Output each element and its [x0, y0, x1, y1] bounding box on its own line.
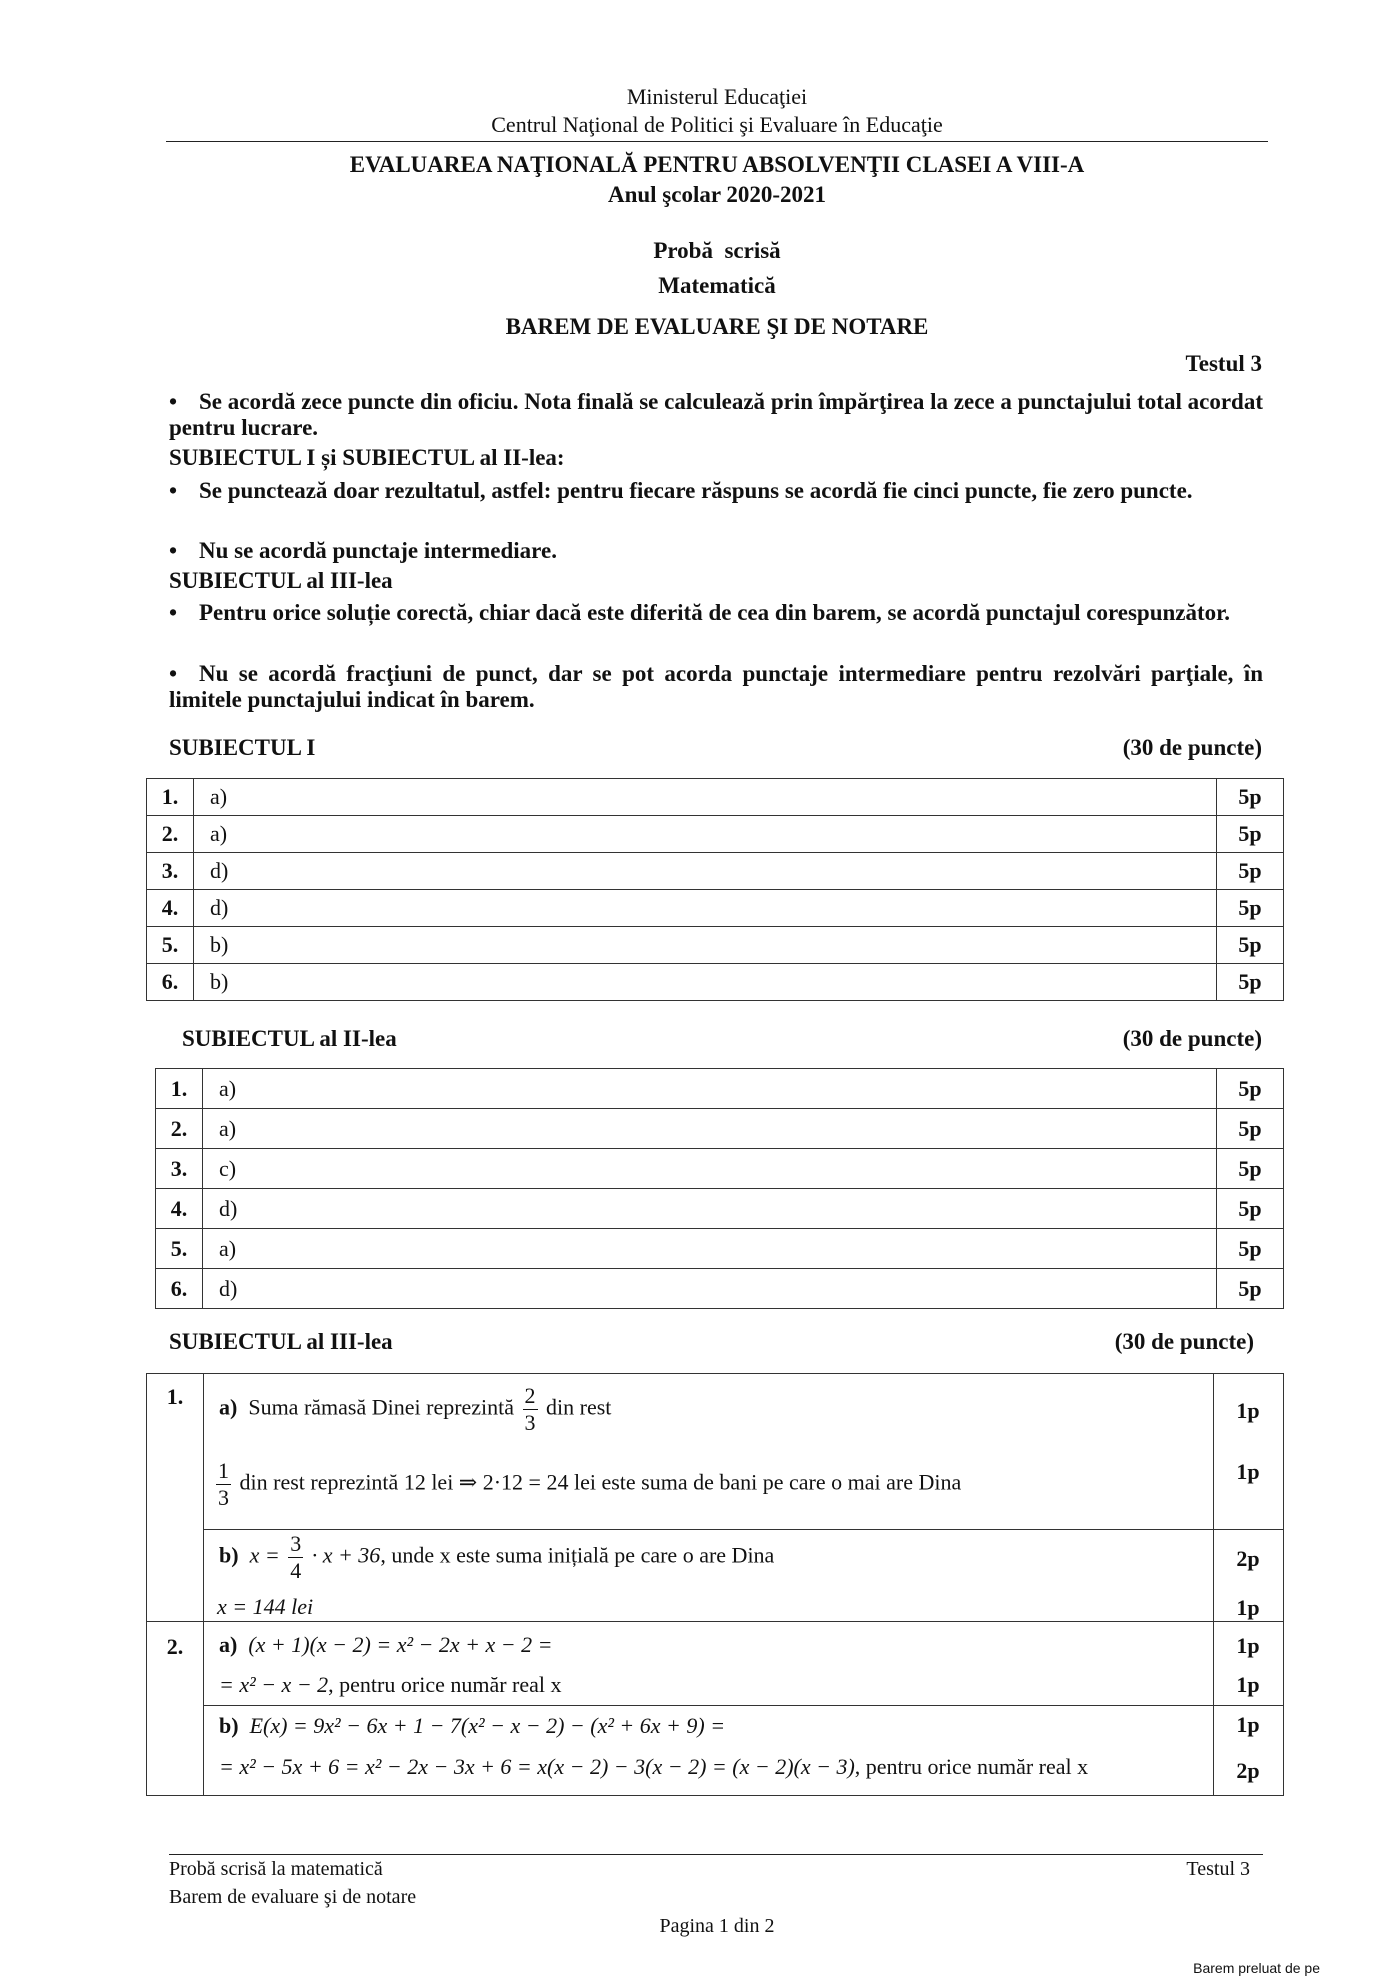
subject-2-points: (30 de puncte) — [1122, 1026, 1262, 1051]
subject-2-table — [155, 1068, 1284, 1309]
subject-3-title: SUBIECTUL al III-lea — [169, 1329, 393, 1354]
table-row — [147, 853, 1284, 890]
points-value: 5p — [1217, 853, 1284, 890]
points-value: 5p — [1217, 927, 1284, 964]
points-value: 1p — [1236, 1672, 1260, 1697]
q1-b-line2: x = 144 lei — [217, 1594, 314, 1619]
instruction-general: • Se acordă zece puncte din oficiu. Nota finală se calculează prin împărţirea la zece a punctajului total acordat pentru lucrare. — [169, 389, 1263, 440]
answer-cell: a) — [194, 779, 1217, 816]
question-number: 6. — [147, 964, 194, 1001]
question-number: 1. — [156, 1069, 203, 1109]
row-divider — [203, 1705, 1283, 1706]
question-number: 2. — [166, 1634, 184, 1659]
answer-cell: a) — [203, 1229, 1217, 1269]
points-value: 5p — [1217, 964, 1284, 1001]
instruction-heading-1-2: SUBIECTUL I și SUBIECTUL al II-lea: — [169, 445, 565, 470]
q2-a-line1: a) (x + 1)(x − 2) = x² − 2x + x − 2 = — [219, 1632, 553, 1657]
question-number: 5. — [156, 1229, 203, 1269]
header-divider — [166, 141, 1268, 142]
instruction-any-solution: • Pentru orice soluție corectă, chiar dacă este diferită de cea din barem, se acordă punctajul corespunzător. — [169, 600, 1231, 625]
table-row — [156, 1229, 1284, 1269]
question-number: 3. — [156, 1149, 203, 1189]
table-row — [147, 890, 1284, 927]
fraction: $\frac{3}{4}$ — [290, 1531, 302, 1583]
q1-a-line2: $\frac{1}{3}$ din rest reprezintă 12 lei ⇒ 2·12 = 24 lei este suma de bani pe care o mai are Dina — [218, 1458, 962, 1510]
subject-1-title: SUBIECTUL I — [169, 735, 316, 760]
points-value: 5p — [1217, 816, 1284, 853]
exam-title: EVALUAREA NAŢIONALĂ PENTRU ABSOLVENŢII CLASEI A VIII-A — [349, 152, 1085, 177]
q2-b-line2: = x² − 5x + 6 = x² − 2x − 3x + 6 = x(x − 2) − 3(x − 2) = (x − 2)(x − 3), pentru orice număr real x — [219, 1754, 1089, 1779]
ministry-name: Ministerul Educaţiei — [626, 84, 808, 109]
points-value: 2p — [1236, 1758, 1260, 1783]
points-value: 5p — [1217, 1069, 1284, 1109]
points-value: 5p — [1217, 779, 1284, 816]
table-row — [147, 964, 1284, 1001]
subject-2-title: SUBIECTUL al II-lea — [182, 1026, 397, 1051]
barem-title: BAREM DE EVALUARE ŞI DE NOTARE — [505, 314, 929, 339]
table-row — [156, 1149, 1284, 1189]
table-row — [156, 1109, 1284, 1149]
footer-left-2: Barem de evaluare şi de notare — [169, 1886, 417, 1908]
answer-cell: b) — [194, 927, 1217, 964]
answer-cell: d) — [194, 890, 1217, 927]
school-year: Anul şcolar 2020-2021 — [607, 182, 827, 207]
table-row — [156, 1269, 1284, 1309]
subject-name: Matematică — [658, 273, 776, 298]
points-value: 5p — [1217, 1149, 1284, 1189]
q2-a-line2: = x² − x − 2, pentru orice număr real x — [219, 1672, 562, 1697]
points-value: 2p — [1236, 1546, 1260, 1571]
test-number: Testul 3 — [1185, 351, 1262, 376]
probe-label: Probă scrisă — [653, 238, 781, 263]
table-row — [156, 1069, 1284, 1109]
q1-a-line1: a) Suma rămasă Dinei reprezintă $\frac{2}{3}$ din rest — [219, 1383, 612, 1435]
points-value: 5p — [1217, 1189, 1284, 1229]
question-number: 4. — [147, 890, 194, 927]
q2-b-line1: b) E(x) = 9x² − 6x + 1 − 7(x² − x − 2) − (x² + 6x + 9) = — [219, 1713, 726, 1738]
footer-divider — [169, 1854, 1263, 1855]
table-row — [156, 1189, 1284, 1229]
answer-cell: c) — [203, 1149, 1217, 1189]
points-value: 5p — [1217, 890, 1284, 927]
subject-1-table — [146, 778, 1284, 1001]
subject-3-table — [146, 1373, 1284, 1796]
answer-cell: a) — [203, 1109, 1217, 1149]
answer-cell: b) — [194, 964, 1217, 1001]
page-number: Pagina 1 din 2 — [659, 1915, 775, 1937]
row-divider — [203, 1529, 1283, 1530]
question-number: 6. — [156, 1269, 203, 1309]
center-name: Centrul Naţional de Politici şi Evaluare în Educaţie — [491, 112, 943, 137]
bullet-icon: • — [169, 538, 178, 563]
bullet-icon: • — [169, 478, 178, 503]
subject-3-points: (30 de puncte) — [1114, 1329, 1254, 1354]
fraction: $\frac{2}{3}$ — [524, 1383, 536, 1435]
points-value: 5p — [1217, 1229, 1284, 1269]
table-row — [147, 816, 1284, 853]
answer-cell: d) — [194, 853, 1217, 890]
answer-cell: a) — [194, 816, 1217, 853]
source-note: Barem preluat de pe — [1193, 1960, 1320, 1976]
row-divider — [147, 1621, 1283, 1622]
subject-1-points: (30 de puncte) — [1122, 735, 1262, 760]
question-number: 3. — [147, 853, 194, 890]
answer-cell: d) — [203, 1269, 1217, 1309]
instruction-result: • Se punctează doar rezultatul, astfel: pentru fiecare răspuns se acordă fie cinci puncte, fie zero puncte. — [169, 478, 1193, 503]
fraction: $\frac{1}{3}$ — [218, 1458, 229, 1510]
points-value: 1p — [1236, 1459, 1260, 1484]
answer-cell: a) — [203, 1069, 1217, 1109]
instruction-fractions: • Nu se acordă fracţiuni de punct, dar se pot acorda punctaje intermediare pentru rezolvări parţiale, în limitele punctajului indicat în barem. — [169, 661, 1263, 712]
table-row — [147, 779, 1284, 816]
points-value: 5p — [1217, 1269, 1284, 1309]
footer-left-1: Probă scrisă la matematică — [169, 1858, 383, 1880]
question-number: 4. — [156, 1189, 203, 1229]
points-value: 1p — [1236, 1398, 1260, 1423]
question-number: 1. — [147, 779, 194, 816]
bullet-icon: • — [169, 661, 178, 686]
q1-b-line1: b) x = $\frac{3}{4}$ · x + 36, unde x este suma inițială pe care o are Dina — [219, 1531, 775, 1583]
points-value: 1p — [1236, 1633, 1260, 1658]
points-value: 1p — [1236, 1595, 1260, 1620]
bullet-icon: • — [169, 600, 178, 625]
column-divider — [203, 1374, 204, 1795]
question-number: 2. — [147, 816, 194, 853]
answer-cell: d) — [203, 1189, 1217, 1229]
points-value: 1p — [1236, 1712, 1260, 1737]
points-value: 5p — [1217, 1109, 1284, 1149]
footer-test: Testul 3 — [1186, 1858, 1250, 1880]
table-row — [147, 927, 1284, 964]
question-number: 5. — [147, 927, 194, 964]
instruction-no-intermediate: • Nu se acordă punctaje intermediare. — [169, 538, 557, 563]
question-number: 1. — [166, 1384, 184, 1409]
question-number: 2. — [156, 1109, 203, 1149]
instruction-heading-3: SUBIECTUL al III-lea — [169, 568, 393, 593]
bullet-icon: • — [169, 389, 178, 414]
